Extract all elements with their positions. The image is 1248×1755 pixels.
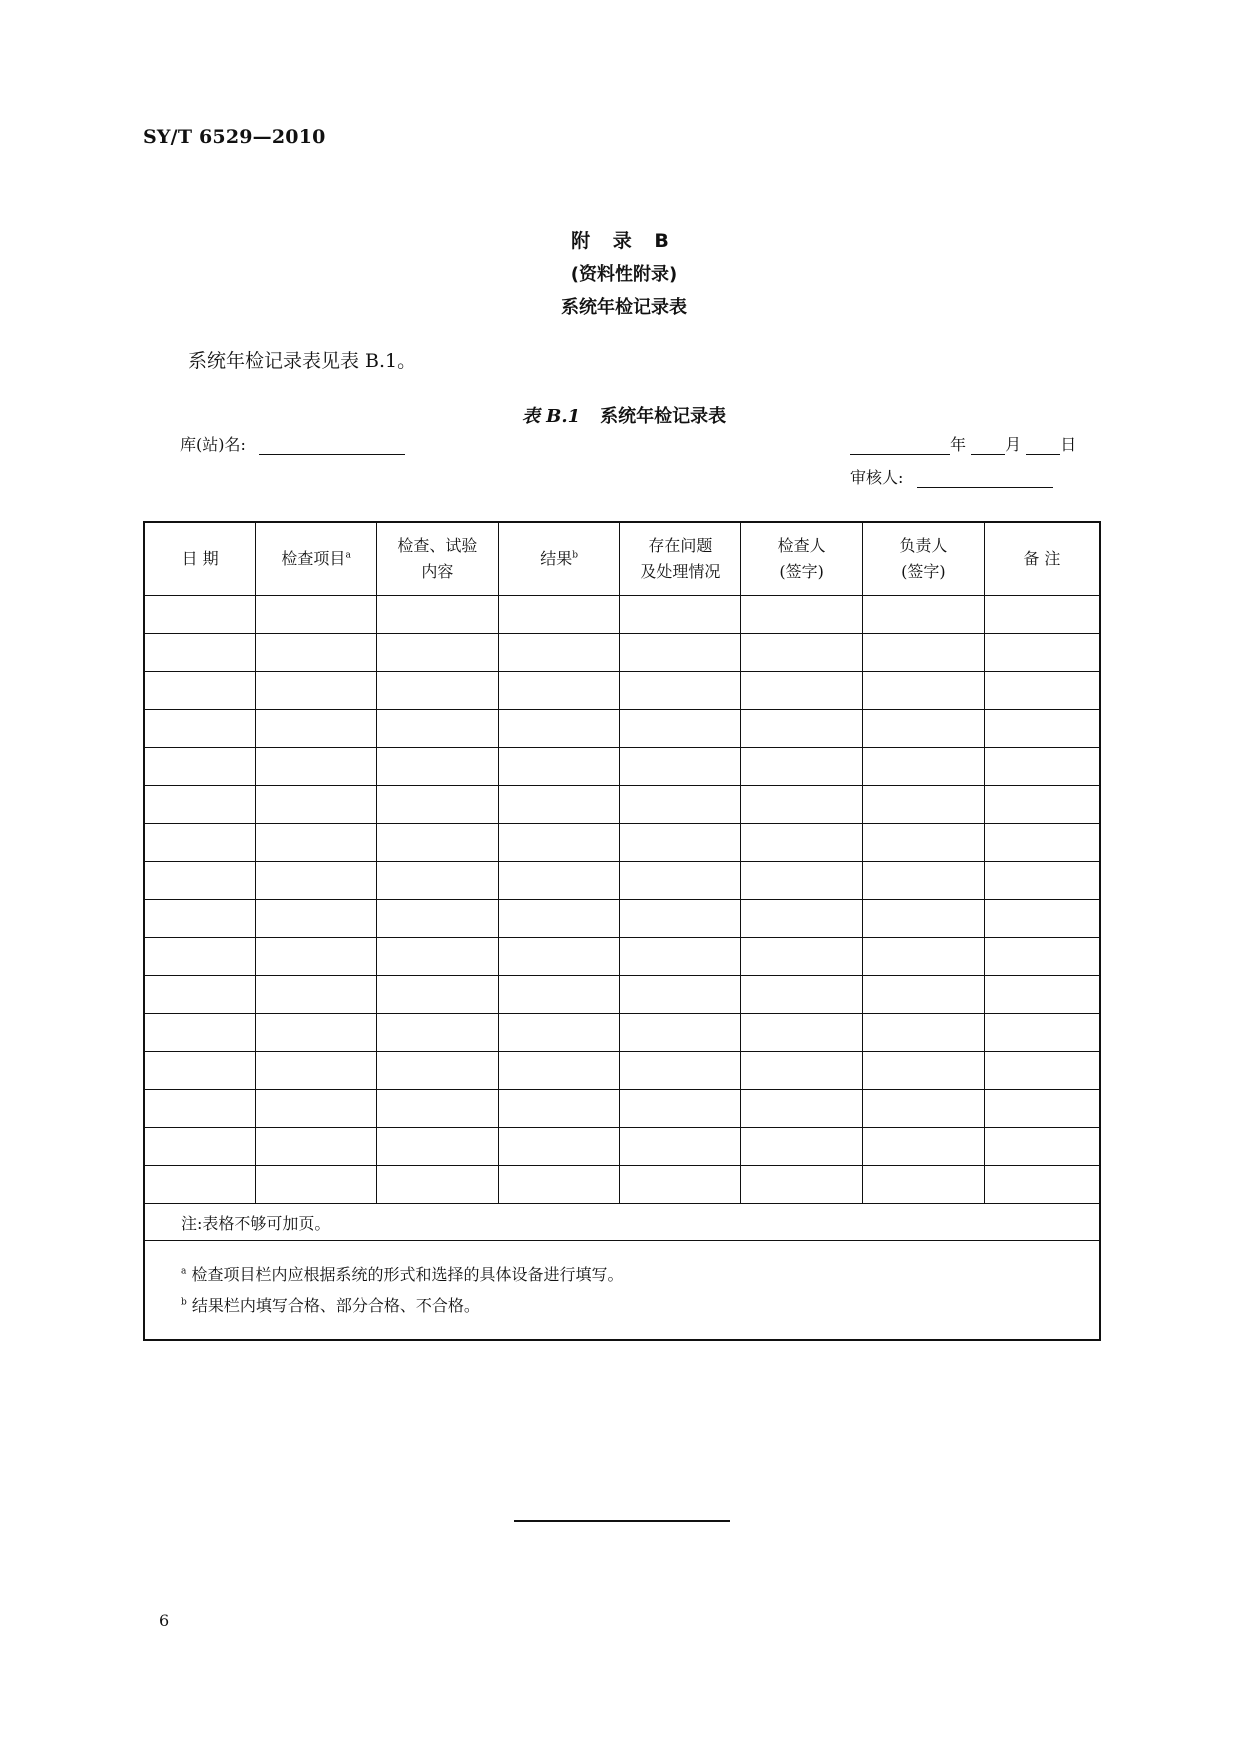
table-cell[interactable] [498,672,620,710]
column-header: 检查项目$^a$ [256,522,377,596]
table-row [144,900,1100,938]
table-cell[interactable] [144,786,256,824]
appendix-type: (资料性附录) [570,264,678,285]
table-cell[interactable] [984,634,1100,672]
year-blank [850,436,950,455]
table-cell[interactable] [620,634,741,672]
table-cell[interactable] [741,938,863,976]
table-cell[interactable] [256,1128,377,1166]
table-cell[interactable] [620,900,741,938]
table-cell[interactable] [498,1128,620,1166]
footnote-row [144,1241,1100,1341]
table-cell[interactable] [984,748,1100,786]
table-cell[interactable] [741,1090,863,1128]
appendix-name: 系统年检记录表 [561,297,687,318]
table-cell[interactable] [741,976,863,1014]
table-cell[interactable] [376,1052,498,1090]
table-cell[interactable] [741,900,863,938]
table-cell[interactable] [498,786,620,824]
table-cell[interactable] [256,900,377,938]
table-cell[interactable] [984,862,1100,900]
table-cell[interactable] [862,672,984,710]
table-cell[interactable] [984,1052,1100,1090]
table-cell[interactable] [741,862,863,900]
table-title: 系统年检记录表 [600,406,727,427]
table-cell[interactable] [376,748,498,786]
table-cell[interactable] [984,824,1100,862]
table-cell[interactable] [984,976,1100,1014]
table-row [144,1052,1100,1090]
column-header: 负责人 (签字) [862,522,984,596]
table-cell[interactable] [376,710,498,748]
appendix-heading: 附 录 B [571,230,677,252]
table-cell[interactable] [498,1090,620,1128]
table-cell[interactable] [144,862,256,900]
table-cell[interactable] [741,672,863,710]
table-cell[interactable] [741,748,863,786]
date-field [850,432,1076,455]
table-cell[interactable] [620,976,741,1014]
note-row [144,1204,1100,1241]
station-label: 库(站)名: [180,435,246,454]
column-header: 检查人 (签字) [741,522,863,596]
table-cell[interactable] [256,748,377,786]
table-cell[interactable] [498,710,620,748]
table-cell[interactable] [620,710,741,748]
table-row [144,634,1100,672]
table-cell[interactable] [862,862,984,900]
table-cell[interactable] [376,938,498,976]
table-cell[interactable] [256,1090,377,1128]
table-cell[interactable] [498,596,620,634]
reviewer-label: 审核人: [850,468,904,487]
day-label: 日 [1060,435,1077,454]
table-cell[interactable] [984,1166,1100,1204]
reviewer-field [850,465,1053,488]
table-cell[interactable] [620,1052,741,1090]
table-cell[interactable] [256,824,377,862]
column-header: 存在问题 及处理情况 [620,522,741,596]
table-cell[interactable] [376,824,498,862]
footnote-b: $^b$ 结果栏内填写合格、部分合格、不合格。 [181,1296,480,1315]
table-cell[interactable] [256,634,377,672]
end-rule [514,1520,730,1522]
table-cell[interactable] [741,1052,863,1090]
table-cell[interactable] [144,1014,256,1052]
table-cell[interactable] [620,1166,741,1204]
intro-text: 系统年检记录表见表 B.1。 [188,350,417,372]
table-cell[interactable] [144,938,256,976]
table-cell[interactable] [376,634,498,672]
page-number: 6 [159,1611,170,1630]
table-cell[interactable] [862,710,984,748]
table-cell[interactable] [620,786,741,824]
table-cell[interactable] [256,710,377,748]
table-cell[interactable] [741,634,863,672]
month-blank [971,436,1005,455]
table-cell[interactable] [144,900,256,938]
table-cell[interactable] [620,748,741,786]
table-cell[interactable] [376,1090,498,1128]
table-cell[interactable] [256,672,377,710]
table-cell[interactable] [498,1166,620,1204]
table-cell[interactable] [620,1090,741,1128]
table-row [144,976,1100,1014]
table-cell[interactable] [498,634,620,672]
table-cell[interactable] [376,1128,498,1166]
table-row [144,786,1100,824]
table-cell[interactable] [620,862,741,900]
table-cell[interactable] [498,1014,620,1052]
table-cell[interactable] [741,596,863,634]
table-cell[interactable] [984,710,1100,748]
table-number: 表 B.1 [521,406,581,427]
table-cell[interactable] [984,596,1100,634]
table-row [144,596,1100,634]
table-note: 注:表格不够可加页。 [144,1204,1100,1241]
table-row [144,1014,1100,1052]
table-cell[interactable] [862,748,984,786]
year-label: 年 [950,435,967,454]
table-cell[interactable] [862,976,984,1014]
table-cell[interactable] [498,824,620,862]
table-cell[interactable] [620,938,741,976]
table-cell[interactable] [144,824,256,862]
table-cell[interactable] [862,786,984,824]
table-cell[interactable] [376,596,498,634]
table-cell[interactable] [741,1014,863,1052]
table-cell[interactable] [256,1014,377,1052]
table-cell[interactable] [498,1052,620,1090]
table-row [144,824,1100,862]
station-blank [259,436,405,455]
table-cell[interactable] [498,976,620,1014]
table-cell[interactable] [256,938,377,976]
table-row [144,938,1100,976]
reviewer-blank [917,469,1053,488]
table-cell[interactable] [984,1090,1100,1128]
table-cell[interactable] [144,1090,256,1128]
table-row [144,1090,1100,1128]
table-cell[interactable] [984,1128,1100,1166]
table-cell[interactable] [862,1128,984,1166]
table-cell[interactable] [144,710,256,748]
month-label: 月 [1005,435,1022,454]
table-row [144,748,1100,786]
table-cell[interactable] [862,824,984,862]
table-cell[interactable] [862,634,984,672]
table-cell[interactable] [862,900,984,938]
footnote-a: $^a$ 检查项目栏内应根据系统的形式和选择的具体设备进行填写。 [181,1264,624,1284]
table-row [144,1166,1100,1204]
column-header: 备 注 [984,522,1100,596]
column-header: 检查、试验 内容 [376,522,498,596]
table-cell[interactable] [376,976,498,1014]
inspection-record-table [143,521,1101,1341]
table-cell[interactable] [498,900,620,938]
day-blank [1026,436,1060,455]
table-cell[interactable] [256,1166,377,1204]
table-cell[interactable] [984,1014,1100,1052]
table-cell[interactable] [620,596,741,634]
table-row [144,672,1100,710]
table-row [144,1128,1100,1166]
table-cell[interactable] [498,748,620,786]
footnotes [144,1241,1100,1341]
table-caption [0,402,1248,428]
table-cell[interactable] [862,1014,984,1052]
table-cell[interactable] [984,786,1100,824]
table-cell[interactable] [741,824,863,862]
table-cell[interactable] [256,976,377,1014]
table-cell[interactable] [376,786,498,824]
table-cell[interactable] [862,596,984,634]
table-cell[interactable] [741,1128,863,1166]
table-cell[interactable] [144,976,256,1014]
table-cell[interactable] [620,824,741,862]
table-cell[interactable] [741,710,863,748]
station-field [180,432,405,455]
table-cell[interactable] [862,1166,984,1204]
table-cell[interactable] [984,672,1100,710]
table-cell[interactable] [862,1090,984,1128]
standard-code: SY/T 6529—2010 [143,126,326,148]
table-cell[interactable] [862,1052,984,1090]
table-cell[interactable] [376,900,498,938]
table-cell[interactable] [620,672,741,710]
table-cell[interactable] [376,672,498,710]
table-cell[interactable] [620,1128,741,1166]
table-cell[interactable] [498,862,620,900]
table-header-row [144,522,1100,596]
table-row [144,710,1100,748]
table-cell[interactable] [376,1014,498,1052]
column-header: 日 期 [144,522,256,596]
table-cell[interactable] [984,900,1100,938]
table-cell[interactable] [984,938,1100,976]
table-cell[interactable] [620,1014,741,1052]
table-cell[interactable] [862,938,984,976]
table-cell[interactable] [741,786,863,824]
table-cell[interactable] [144,1128,256,1166]
table-cell[interactable] [256,596,377,634]
table-cell[interactable] [498,938,620,976]
column-header: 结果$^b$ [498,522,620,596]
table-cell[interactable] [741,1166,863,1204]
table-cell[interactable] [256,862,377,900]
table-cell[interactable] [376,862,498,900]
table-cell[interactable] [144,672,256,710]
table-cell[interactable] [144,596,256,634]
table-row [144,862,1100,900]
table-cell[interactable] [256,1052,377,1090]
table-cell[interactable] [144,748,256,786]
table-cell[interactable] [256,786,377,824]
table-cell[interactable] [144,1052,256,1090]
table-cell[interactable] [144,1166,256,1204]
table-cell[interactable] [144,634,256,672]
table-cell[interactable] [376,1166,498,1204]
